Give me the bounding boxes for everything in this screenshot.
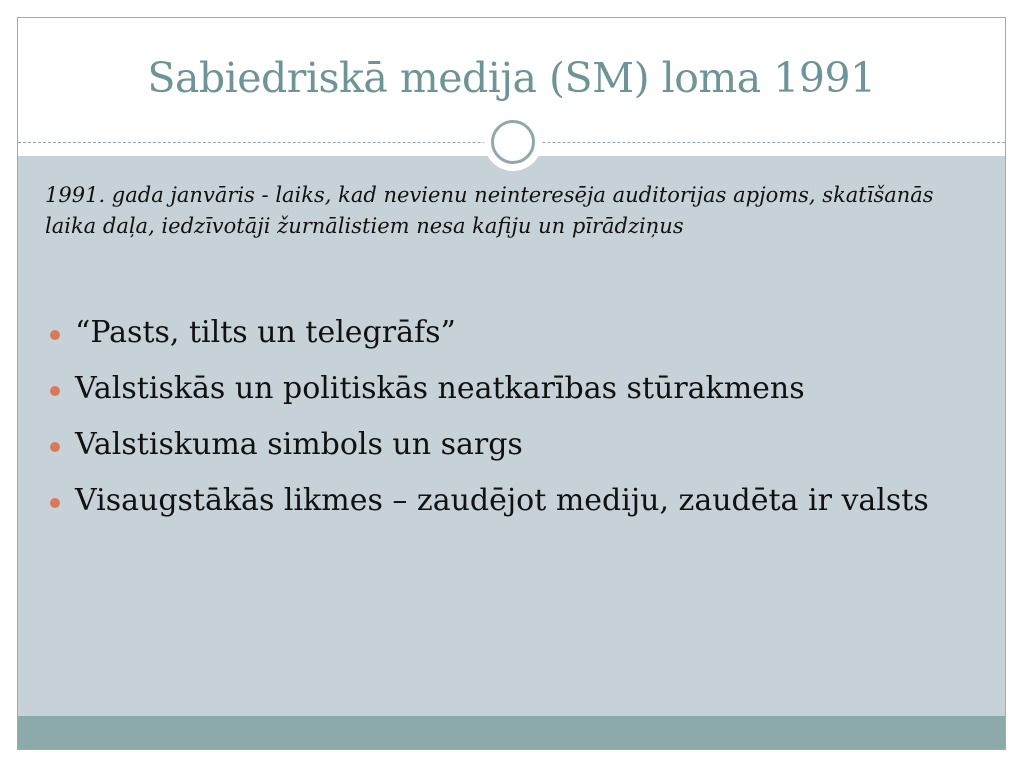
bullet-list <box>50 315 970 539</box>
bullet-item <box>50 371 970 407</box>
ring-icon <box>491 120 535 164</box>
bullet-text: Valstiskuma simbols un sargs <box>75 427 523 462</box>
footer-bar <box>18 716 1005 750</box>
bullet-dot-icon <box>50 498 60 508</box>
bullet-item <box>50 483 970 519</box>
bullet-text: Visaugstākās likmes – zaudējot mediju, zaudēta ir valsts <box>75 483 929 518</box>
bullet-dot-icon <box>50 386 60 396</box>
slide-title: Sabiedriskā medija (SM) loma 1991 <box>147 54 876 102</box>
bullet-dot-icon <box>50 442 60 452</box>
bullet-dot-icon <box>50 330 60 340</box>
bullet-text: Valstiskās un politiskās neatkarības stūrakmens <box>75 371 805 406</box>
slide-subtitle: 1991. gada janvāris - laiks, kad nevienu neinteresēja auditorijas apjoms, skatīšanās laika daļa, iedzīvotāji žurnālistiem nesa kafiju un pīrādziņus <box>45 183 934 238</box>
circle-ornament-icon <box>484 113 542 171</box>
slide <box>17 17 1006 750</box>
bullet-item <box>50 427 970 463</box>
bullet-item <box>50 315 970 351</box>
bullet-text: “Pasts, tilts un telegrāfs” <box>75 315 456 350</box>
